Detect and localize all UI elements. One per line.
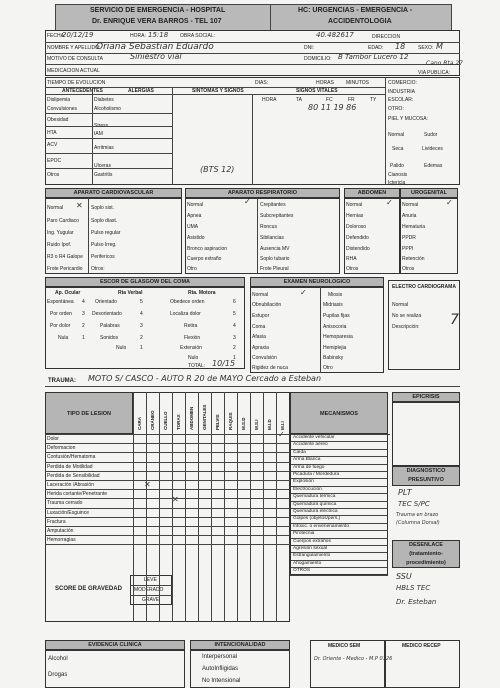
dias-label: DIAS: [255, 80, 269, 86]
neuro-r-6: Babinsky [323, 355, 344, 361]
epi-4: (Columna Dorsal) [396, 520, 440, 526]
hora-col: HORA [262, 97, 277, 103]
intenc-2: No Intensional [202, 678, 241, 684]
des-1: SSU [396, 572, 412, 581]
abd-4: Distendido [346, 246, 370, 252]
resp-l-4: Bronco aspiracion [187, 246, 228, 252]
evid-1: Drogas [48, 672, 68, 678]
mecanismo-row-3: Arma Blanca [293, 457, 321, 463]
lesion-row-4: Perdida de Sensibilidad [47, 472, 100, 479]
gl-vn-2: 3 [140, 323, 143, 329]
gl-o-0: Espontánea [47, 299, 74, 305]
gl-o-2: Por dolor [50, 323, 71, 329]
mecanismo-row-14: Cuerpos extraños [293, 538, 331, 544]
trauma-value: MOTO S/ CASCO - AUTO R 20 de MAYO Cercado a Esteban [88, 374, 322, 383]
mecanismo-row-12: Intoxic. o envenenamiento [293, 523, 350, 529]
electro-2: Descripción: [392, 324, 420, 330]
gl-vn-3: 2 [140, 335, 143, 341]
escolar-label: ESCOLAR: [388, 97, 414, 103]
evidencia-header: EVIDENCIA CLINICA [45, 640, 185, 650]
lesion-row-5: Laceración /Abrasión [47, 482, 94, 488]
lesion-row-10: Amputación [47, 528, 74, 534]
piel-label: PIEL Y MUCOSA: [388, 116, 428, 122]
body-col-1: CRÁNEO [150, 410, 155, 430]
cardio-l-0: Normal [47, 205, 64, 211]
medico-recep-label: MEDICO RECEP [402, 643, 441, 649]
gl-mn-2: 4 [233, 323, 236, 329]
fecha-value: 20/12/19 [62, 31, 94, 39]
mecanismos-header: MECANISMOS [290, 392, 388, 434]
resp-l-5: Cuerpo extraño [187, 256, 222, 262]
hist-row-5: EPOC [47, 158, 62, 164]
neuro-r-3: Anisocoria [323, 324, 347, 330]
uro-4: PPPI [402, 246, 414, 252]
lesion-row-1: Deformacion [47, 445, 76, 452]
mecanismo-row-7: Electrocución [293, 486, 322, 492]
hist-mid-1: Alcoholismo [94, 106, 121, 112]
nombre-value: Oriana Sebastian Eduardo [96, 42, 214, 52]
uro-1: Anuria [402, 213, 417, 219]
resp-header: APARATO RESPIRATORIO [185, 188, 340, 198]
page-number: 7 [450, 312, 459, 328]
mecanismo-row-9: Quemadura química [293, 501, 337, 507]
resp-l-2: UMA [187, 224, 199, 230]
hist-row-4: ACV [47, 142, 58, 148]
uro-5: Retención [402, 256, 425, 262]
grav-0: LEVE [144, 577, 157, 583]
gl-mn-0: 6 [233, 299, 236, 305]
resp-r-5: Soplo tubario [260, 256, 290, 262]
vitals-value: 80 11 19 86 [308, 103, 357, 112]
gl-mn-1: 5 [233, 311, 236, 317]
resp-l-3: Asistido [187, 235, 205, 241]
resp-r-2: Roncus [260, 224, 277, 230]
cardio-r-5: Otros: [91, 266, 105, 272]
mecanismo-row-13: Pirotecnia [293, 531, 315, 537]
tiempo-evolucion-label: TIEMPO DE EVOLUCION [47, 80, 106, 86]
resp-l-1: Apnea [187, 213, 202, 219]
hist-row-3: HTA [47, 130, 57, 136]
gl-mn-5: 1 [233, 355, 236, 361]
mecanismo-row-4: Arma de fuego [293, 464, 325, 470]
medico-sem-label: MEDICO SEM [328, 643, 361, 649]
uro-check-icon[interactable]: ✓ [446, 198, 453, 207]
domicilio-value: B Tambor Lucero 12 [338, 53, 409, 61]
gl-m-3: Flexión [184, 335, 201, 341]
abd-check-icon[interactable]: ✓ [386, 198, 393, 207]
abd-5: RHA [346, 256, 357, 262]
minutos-label: MINUTOS [346, 80, 369, 86]
nombre-label: NOMBRE Y APELLIDO: [47, 45, 101, 51]
piel-palido: Palido [390, 163, 404, 169]
body-col-10: M.I.D [267, 419, 272, 430]
hc-title: HC: URGENCIAS - EMERGENCIA - [298, 7, 413, 14]
lesion-row-0: Dolor [47, 436, 59, 442]
gl-mn-4: 2 [233, 345, 236, 351]
hist-row-1: Convulsiones [47, 106, 78, 112]
hist-row-6: Otros [47, 172, 60, 178]
sexo-label: SEXO: [418, 45, 434, 51]
lesion-check-icon[interactable]: ✕ [144, 480, 151, 489]
cardio-check-icon[interactable]: ✕ [76, 201, 83, 210]
service-title: SERVICIO DE EMERGENCIA - HOSPITAL [90, 7, 226, 14]
hora-label: HORA: [130, 33, 146, 39]
intenc-0: Interpersonal [202, 654, 238, 660]
neuro-r-1: Midriasis [323, 302, 343, 308]
cardio-r-2: Pulso regular [91, 230, 121, 236]
epi-3: Trauma en brazo [396, 512, 439, 518]
alergias-header: ALERGIAS [128, 88, 154, 94]
skin-value: (BTS 12) [200, 165, 235, 174]
mecanismo-row-8: Quemadura térmica [293, 494, 336, 500]
abd-0: Normal [346, 202, 363, 208]
via-value: Cano Rta 27 [426, 60, 463, 67]
lesion-row-11: Hemorragias [47, 537, 76, 544]
mecanismo-row-18: OTROS [293, 568, 311, 574]
epi-1: PLT [398, 488, 412, 497]
gl-v-2: Palabras [100, 323, 120, 329]
body-col-7: RAQUIS [228, 412, 233, 430]
resp-r-6: Frote Pleural [260, 266, 289, 272]
glasgow-box [45, 287, 245, 369]
neuro-l-0: Normal [252, 292, 269, 298]
resp-r-3: Sibilancias [260, 235, 284, 241]
lesion-row-2: Contusión/Hematoma [47, 454, 96, 461]
hist-mid-6: Gastritis [94, 172, 113, 178]
gl-m-4: Extensión [180, 345, 202, 351]
piel-cianosis: Cianosis [388, 172, 408, 178]
diagnostico-header: DIAGNOSTICO PRESUNTIVO [392, 466, 460, 486]
otro-label: OTRO: [388, 106, 404, 112]
via-publica-label: VIA PUBLICA: [418, 70, 450, 76]
resp-r-0: Crepitantes [260, 202, 286, 208]
stamp-text: Dr. Oriente - Medico - M.P 0126 [314, 656, 393, 662]
domicilio-label: DOMICILIO: [304, 56, 332, 62]
resp-check-icon[interactable]: ✓ [244, 197, 251, 206]
glasgow-header: ESCOR DE GLASGOW DEL COMA [45, 277, 245, 287]
lesion-row-7: Trauma cerrado [47, 500, 83, 507]
gl-vn-0: 5 [140, 299, 143, 305]
gl-on-1: 3 [82, 311, 85, 317]
neuro-l-3: Coma [252, 324, 266, 330]
gl-m-1: Localiza dolor [170, 311, 201, 317]
evid-0: Alcohol [48, 656, 68, 662]
cardio-r-0: Soplo sist. [91, 205, 115, 211]
vitales-header: SIGNOS VITALES [296, 88, 338, 94]
piel-sudor: Sudor [424, 132, 438, 138]
ty-col: TY [370, 97, 377, 103]
neuro-l-5: Apraxia [252, 345, 269, 351]
edad-value: 18 [395, 42, 406, 51]
neuro-l-4: Afasia [252, 334, 266, 340]
mecanismo-row-11: Golpes (objetos/pers.) [293, 516, 341, 522]
mecanismo-row-5: Picadura / Mordedura [293, 472, 340, 477]
motivo-label: MOTIVO DE CONSULTA [47, 56, 103, 62]
obra-social-label: OBRA SOCIAL: [180, 33, 216, 39]
neuro-r-5: Hemiplejia [323, 345, 347, 351]
body-col-2: CUELLO [163, 411, 168, 430]
neuro-r-7: Otro [323, 365, 333, 371]
neuro-r-2: Pupilas fijas [323, 313, 350, 319]
piel-edemas: Edemas [424, 163, 443, 169]
abd-2: Doloroso [346, 224, 367, 230]
gl-on-0: 4 [82, 299, 85, 305]
uro-2: Hematuria [402, 224, 426, 230]
body-col-5: GENITALES [202, 404, 207, 430]
cardio-r-4: Perifericos [91, 254, 115, 260]
direccion-label: DIRECCION [372, 34, 401, 40]
gl-v-3: Sonidos [100, 335, 119, 341]
trauma-label: TRAUMA: [48, 378, 76, 384]
gl-total-label: TOTAL: [188, 363, 206, 369]
body-col-8: M.S.D [241, 417, 246, 430]
mecanismo-row-0: Accidente vehicular [293, 435, 335, 440]
neuro-l-1: Obnubilación [252, 302, 282, 308]
lesion-row-9: Fractura [47, 518, 66, 525]
gl-o-3: Nula [58, 335, 69, 341]
electro-title: ELECTRO CARDIOGRAMA [392, 284, 456, 290]
mecanismos-box [290, 392, 388, 575]
neuro-r-4: Hemoparesia [323, 334, 353, 340]
body-col-4: ABDOMEN [189, 406, 194, 430]
gl-on-3: 1 [82, 335, 85, 341]
piel-seca: Seca [392, 146, 404, 152]
lesion-row-8: Luxación/Esguince [47, 509, 89, 516]
gl-h-2: Rta. Motora [188, 290, 216, 296]
cardio-r-1: Soplo diast. [91, 218, 118, 224]
sexo-value: M [436, 42, 443, 51]
gl-m-0: Obedece orden [170, 299, 205, 305]
gl-h-1: Rta Verbal [118, 290, 143, 296]
gravedad-title: SCORE DE GRAVEDAD [55, 586, 122, 592]
neuro-l-7: Rigidez de nuca [252, 365, 288, 371]
tipo-lesion-header: TIPO DE LESION [45, 392, 133, 434]
epicrisis-header: EPICRISIS [392, 392, 460, 402]
gl-on-2: 2 [82, 323, 85, 329]
intenc-1: AutoInfligidas [202, 666, 239, 672]
epicrisis-box [392, 402, 460, 466]
hist-mid-3: IAM [94, 131, 103, 137]
des-2: HBLS TEC [396, 584, 431, 592]
hist-mid-2: Stress [94, 123, 109, 129]
lesion-row-3: Perdida de Motilidad [47, 463, 93, 470]
ta-col: TA [296, 97, 303, 103]
lesion-check2-icon[interactable]: ✕ [172, 495, 179, 504]
desenlace-header: DESENLACE (tratamiento-procedimiento) [392, 540, 460, 568]
gl-m-2: Retira [184, 323, 198, 329]
resp-r-1: Subcrepitantes [260, 213, 294, 219]
fc-col: FC [326, 97, 333, 103]
piel-normal: Normal [388, 132, 405, 138]
fecha-label: FECHA: [47, 33, 66, 39]
gl-m-5: Nulo [188, 355, 199, 361]
intencionalidad-header: INTENCIONALIDAD [190, 640, 290, 650]
uro-0: Normal [402, 202, 419, 208]
neuro-l-6: Convulsión [252, 355, 277, 361]
cardio-l-1: Paro Cardiaco [47, 218, 79, 224]
gl-h-0: Ap. Ocular [55, 290, 81, 296]
cardio-l-3: Ruido Ipof. [47, 242, 72, 248]
hist-mid-0: Diabetes [94, 97, 114, 103]
cardio-l-2: Ing. Yugular [47, 230, 74, 236]
abdomen-header: ABDOMEN [344, 188, 400, 198]
resp-l-0: Normal [187, 202, 204, 208]
electro-1: No se realiza [392, 313, 422, 319]
dni-label: DNI: [304, 45, 314, 51]
comercio-label: COMERCIO: [388, 80, 417, 86]
body-col-6: PELVIS [215, 414, 220, 430]
neuro-check-icon[interactable]: ✓ [300, 288, 307, 297]
edad-label: EDAD: [368, 45, 384, 51]
gl-vn-1: 4 [140, 311, 143, 317]
mecanismo-row-16: Estrangulamiento [293, 553, 331, 559]
electro-0: Normal [392, 302, 409, 308]
sintomas-header: SINTOMAS Y SIGNOS [192, 88, 244, 94]
gl-o-1: Por orden [50, 311, 72, 317]
body-col-0: CARA [137, 417, 142, 430]
mecanismo-row-2: Caída [293, 449, 306, 455]
uro-3: PPDR [402, 235, 416, 241]
mecanismo-row-6: Explosión [293, 479, 314, 485]
cardio-r-3: Pulso Irreg. [91, 242, 117, 248]
neuro-l-2: Estupor [252, 313, 270, 319]
doctor-title: Dr. ENRIQUE VERA BARROS - TEL 107 [92, 18, 222, 25]
dni-value: 40.482617 [316, 31, 354, 39]
neuro-r-0: Miosis [328, 292, 343, 298]
mecanismo-row-15: Agresión sexual [293, 546, 328, 551]
gl-v-1: Desorientado [92, 311, 122, 317]
horas-label: HORAS [316, 80, 334, 86]
cardio-header: APARATO CARDIOVASCULAR [45, 188, 182, 198]
gl-v-4: Nulo [116, 345, 127, 351]
glasgow-total-value: 10/15 [212, 359, 236, 368]
cardio-l-5: Frote Pericardio [47, 266, 83, 272]
des-3: Dr. Esteban [396, 598, 437, 606]
gl-vn-4: 1 [140, 345, 143, 351]
neuro-header: EXAMEN NEUROLOGICO [250, 277, 384, 287]
body-col-9: M.S.I [254, 419, 259, 430]
body-col-3: TORAX [176, 414, 181, 430]
grav-2: GRAVE [142, 597, 160, 603]
hist-mid-5: Ulceras [94, 163, 111, 169]
abd-6: Otros [346, 266, 359, 272]
fr-col: FR [348, 97, 355, 103]
accident-title: ACCIDENTOLOGIA [328, 18, 392, 25]
industria-label: INDUSTRIA [388, 89, 415, 95]
gl-mn-3: 3 [233, 335, 236, 341]
mecanismo-row-17: Ahogamiento [293, 560, 322, 566]
abd-3: Defendido [346, 235, 369, 241]
meca-check-icon[interactable]: ✓ [278, 430, 285, 439]
urogenital-header: UROGENITAL [400, 188, 458, 198]
grav-1: MODERADO [134, 587, 164, 593]
piel-livideces: Livideces [422, 146, 443, 152]
gl-v-0: Orientado [95, 299, 117, 305]
cardio-l-4: R3 o R4 Galope [47, 254, 83, 260]
medicacion-label: MEDICACION ACTUAL [47, 68, 100, 74]
resp-r-4: Ausencia MV [260, 246, 290, 252]
hist-mid-4: Arritmias [94, 145, 114, 151]
lesion-row-6: Herida cortante/Penetrante [47, 491, 108, 498]
motivo-value: Siniestro vial [130, 52, 182, 61]
antecedentes-header: ANTECEDENTES [62, 88, 103, 94]
abd-1: Hernias [346, 213, 364, 219]
hora-value: 15:18 [148, 31, 169, 39]
body-col-11: M.I.I [280, 421, 285, 430]
uro-6: Otros [402, 266, 415, 272]
piel-ictericia: Ictericia [388, 180, 406, 186]
epi-2: TEC S/PC [398, 500, 430, 508]
hist-row-0: Dislipemia [47, 97, 71, 103]
hist-row-2: Obesidad [47, 117, 69, 123]
mecanismo-row-10: Quemadura eléctrica [293, 509, 338, 514]
mecanismo-row-1: Accidente aéreo [293, 442, 328, 448]
resp-l-6: Otro [187, 266, 197, 272]
